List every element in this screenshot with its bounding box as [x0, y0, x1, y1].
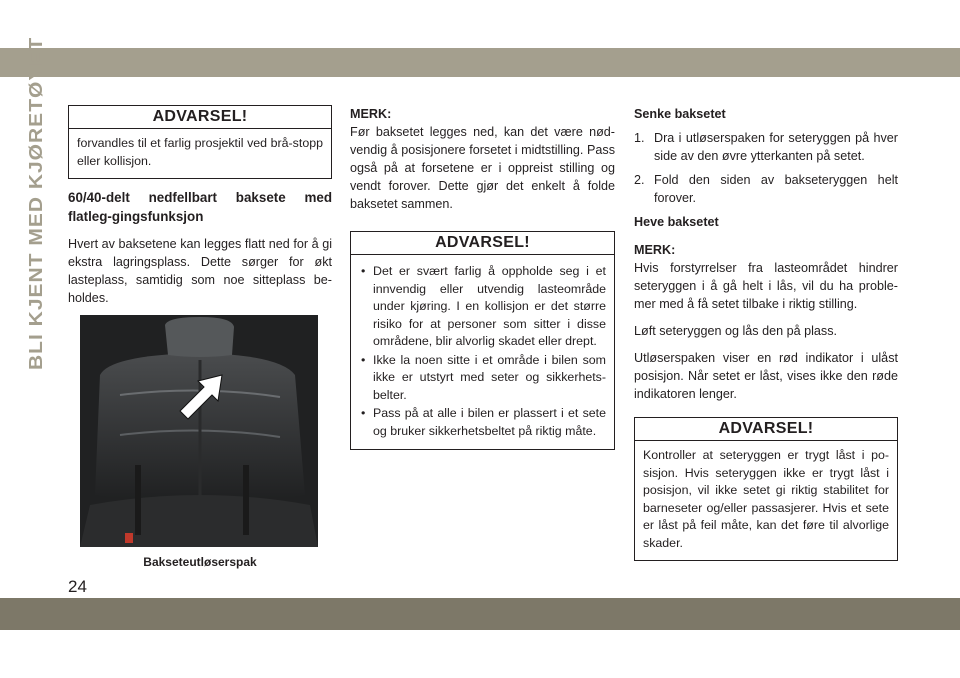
step-number: 1.	[634, 131, 645, 145]
column-2	[350, 105, 615, 450]
warning-text: Kontroller at seteryggen er trygt låst i po-sisjon. Hvis seteryggen ikke er trygt låst i posisjon, vil ikke setet gi riktig stabilitet for barneseter og/eller passasjerer. Hvis et sete er låst på feil måte, kan det føre til alvorlige skader.	[643, 448, 889, 550]
paragraph-lift: Løft seteryggen og lås den på plass.	[634, 324, 838, 338]
page-number: 24	[68, 577, 87, 596]
footer-band	[0, 598, 960, 630]
warning-bullet: • Ikke la noen sitte i et område i bilen som ikke er utstyrt med seter og sikkerhets-belter.	[359, 352, 606, 405]
column-3	[634, 105, 898, 561]
paragraph-split-seat: Hvert av baksetene kan legges flatt ned for å gi ekstra lagringsplass. Dette sørger for økt lasteplass, samtidig som noe sitteplass be-holdes.	[68, 237, 332, 305]
step-item	[634, 129, 898, 165]
heading-lower-seat: Senke baksetet	[634, 107, 726, 121]
warning-bullet: • Det er svært farlig å oppholde seg i et innvendig eller utvendig lasteområde under kjøring. I en kollisjon er det større risiko for at personer som sitter i disse områdene, blir alvorlig skadet eller drept.	[359, 263, 606, 351]
note-label: MERK:	[634, 243, 676, 257]
step-item	[634, 171, 898, 207]
photo-caption: Bakseteutløserspak	[143, 555, 257, 569]
note-text: Før baksetet legges ned, kan det være nød-vendig å posisjonere forsetet i midtstilling. Pass også på at forsetene er i oppreist stilling og vendt forover. Dette gjør det enkelt å folde baksetet sammen.	[350, 125, 615, 211]
header-band	[0, 48, 960, 77]
rear-seat-photo	[80, 315, 318, 547]
warning-title: ADVARSEL!	[69, 106, 331, 129]
column-1	[68, 105, 332, 571]
warning-bullet: • Pass på at alle i bilen er plassert i et sete og bruker sikkerhetsbeltet på riktig måte.	[359, 405, 606, 440]
heading-raise-seat: Heve baksetet	[634, 215, 719, 229]
paragraph-indicator: Utløserspaken viser en rød indikator i ulåst posisjon. Når setet er låst, vises ikke den røde indikatoren lenger.	[634, 351, 898, 401]
warning-box-3	[634, 417, 898, 561]
section-side-title: BLI KJENT MED KJØRETØYET	[25, 36, 47, 370]
step-text: Fold den siden av bakseteryggen helt forover.	[654, 173, 898, 205]
warning-bullet-list	[359, 263, 606, 440]
rear-seat-illustration	[80, 315, 318, 547]
warning-title: ADVARSEL!	[635, 418, 897, 441]
step-text: Dra i utløserspaken for seteryggen på hver side av den øvre ytterkanten på setet.	[654, 131, 898, 163]
warning-box-2	[350, 231, 615, 450]
warning-text: forvandles til et farlig prosjektil ved brå-stopp eller kollisjon.	[77, 136, 323, 168]
note-text: Hvis forstyrrelser fra lasteområdet hindrer seteryggen i å gå helt i lås, vil du ha proble-mer med å få setet tilbake i riktig stilling.	[634, 261, 898, 311]
section-heading-split-seat: 60/40-delt nedfellbart baksete med flatleg-gingsfunksjon	[68, 190, 332, 224]
note-label: MERK:	[350, 107, 392, 121]
warning-box-1	[68, 105, 332, 179]
step-number: 2.	[634, 173, 645, 187]
steps-list	[634, 129, 898, 207]
warning-title: ADVARSEL!	[351, 232, 614, 255]
